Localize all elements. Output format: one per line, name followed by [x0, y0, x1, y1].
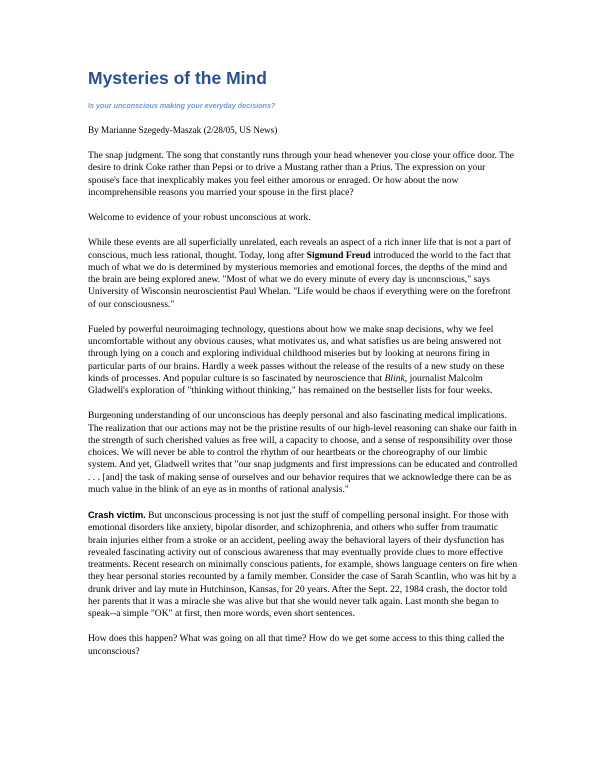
paragraph-7: How does this happen? What was going on all that time? How do we get some access to this thing called the unconscious?: [88, 633, 505, 657]
paragraph-4: [88, 324, 518, 398]
book-title-blink: Blink: [384, 372, 405, 384]
article-title: Mysteries of the Mind: [88, 68, 267, 88]
paragraph-3-text-b: introduced the world to the fact that much of what we do is determined by mysterious memories and emotional forces, the depths of the mind and the brain are being explored anew. "Most of what we do every minute of every day is unconscious," says University of Wisconsin neuroscientist Paul Whelan. "Life would be chaos if everything were on the forefront of our consciousness.": [88, 249, 511, 310]
paragraph-3-text-a: While these events are all superficially unrelated, each reveals an aspect of a rich inner life that is not a part of conscious, much less rational, thought. Today, long after: [88, 237, 512, 261]
sigmund-freud-link[interactable]: Sigmund Freud: [306, 249, 371, 261]
paragraph-3: [88, 237, 518, 311]
paragraph-4-text-b: , journalist Malcolm Gladwell's exploration of "thinking without thinking," has remained on the bestseller lists for four weeks.: [88, 372, 493, 396]
paragraph-1: The snap judgment. The song that constantly runs through your head whenever you close your office door. The desire to drink Coke rather than Pepsi or to drive a Mustang rather than a Prius. The expression on your spouse's face that inexplicably makes you feel either amorous or enraged. Or how about the now incomprehensible reasons you married your spouse in the first place?: [88, 150, 515, 198]
paragraph-4-text-a: Fueled by powerful neuroimaging technology, questions about how we make snap decisions, why we feel uncomfortable without any obvious causes, what motivates us, and what satisfies us are being answered not through lying on a couch and exploring individual childhood miseries but by looking at neurons firing in particular parts of our brains. Hardly a week passes without the release of the results of a new study on these kinds of processes. And popular culture is so fascinated by neuroscience that: [88, 323, 505, 384]
article-subtitle: Is your unconscious making your everyday decisions?: [88, 101, 276, 110]
paragraph-2: Welcome to evidence of your robust unconscious at work.: [88, 212, 311, 223]
section-heading-crash-victim: Crash victim.: [88, 510, 146, 520]
paragraph-6: [88, 509, 518, 620]
article-byline: By Marianne Szegedy-Maszak (2/28/05, US News): [88, 125, 278, 135]
paragraph-5: Burgeoning understanding of our unconscious has deeply personal and also fascinating medical implications. The realization that our actions may not be the pristine results of our high-level reasoning can shake our faith in the strength of such cherished values as free will, a capacity to choose, and a sense of responsibility over those choices. We will never be able to control the rhythm of our heartbeats or the choreography of our limbic system. And yet, Gladwell writes that "our snap judgments and first impressions can be educated and controlled . . . [and] the task of making sense of ourselves and our behavior requires that we acknowledge there can be as much value in the blink of an eye as in months of rational analysis.": [88, 410, 518, 495]
paragraph-6-text: But unconscious processing is not just the stuff of compelling personal insight. For those with emotional disorders like anxiety, bipolar disorder, and schizophrenia, and others who suffer from traumatic brain injuries either from a stroke or an accident, peeling away the behavioral layers of their dysfunction has revealed fascinating activity out of conscious awareness that may eventually provide clues to more effective treatments. Recent research on minimally conscious patients, for example, shows language centers on fire when they hear personal stories recounted by a family member. Consider the case of Sarah Scantlin, who was hit by a drunk driver and lay mute in Hutchinson, Kansas, for 20 years. After the Sept. 22, 1984 crash, the doctor told her parents that it was a miracle she was alive but that she would never talk again. Last month she began to speak--a simple "OK" at first, then more words, even short sentences.: [88, 510, 518, 619]
article-body: [88, 150, 518, 671]
